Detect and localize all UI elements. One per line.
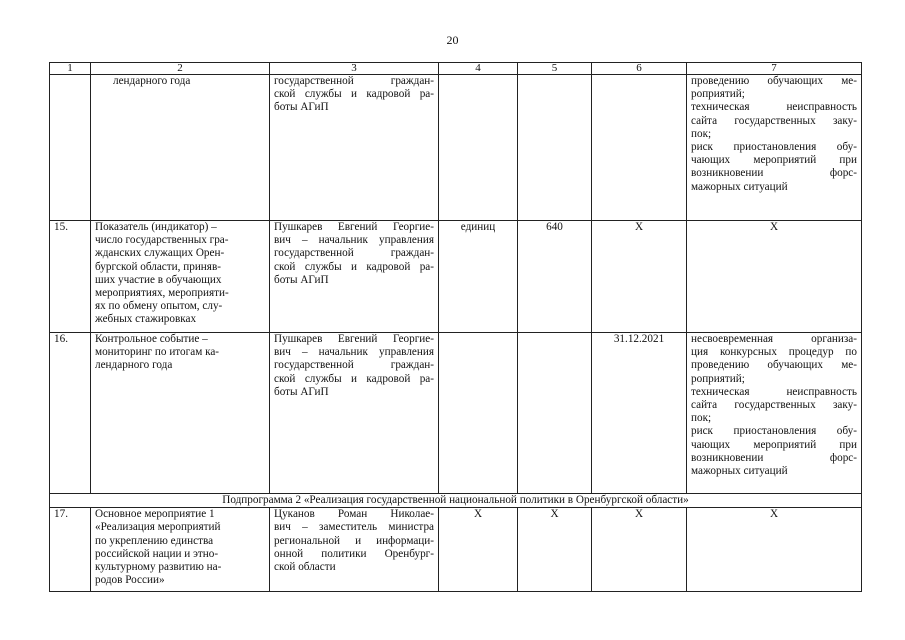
text-line: риск приостановления обу- [691,141,857,154]
text-line: несвоевременная организа- [691,333,857,345]
text-line: ской службы и кадровой ра- [274,372,434,385]
column-number-row [50,63,862,75]
text-line: лендарного года [95,359,173,372]
text-line: боты АГиП [274,385,329,398]
text-line: государственной граждан- [274,247,434,260]
subprogram-row [50,494,862,508]
responsible-cell [270,221,439,333]
text-line: культурному развитию на- [95,561,222,574]
text-line: мажорных ситуаций [691,180,788,193]
table-row [50,508,862,592]
responsible-cell [270,333,439,494]
unit-cell: единиц [439,221,518,333]
text-line: сайта государственных заку- [691,114,857,127]
risks-cell: Х [687,221,862,333]
value-cell [518,333,592,494]
text-line: риск приостановления обу- [691,425,857,438]
risks-cell [687,75,862,221]
text-line: вич – начальник управления [274,346,434,359]
table-row [50,75,862,221]
row-number [50,75,91,221]
text-line: роприятий; [691,372,745,385]
text-line: чающих мероприятий при [691,154,857,167]
text-line: Пушкарев Евгений Георгие- [274,333,434,345]
risks-cell: Х [687,508,862,592]
text-line: ях по обмену опытом, слу- [95,300,223,313]
text-line: государственной граждан- [274,75,434,87]
text-line: бургской области, приняв- [95,260,221,273]
row-number: 15. [50,221,91,333]
unit-cell: Х [439,508,518,592]
text-line: государственной граждан- [274,359,434,372]
date-cell [592,75,687,221]
column-number: 1 [50,63,91,75]
table-row [50,333,862,494]
text-line: боты АГиП [274,101,329,114]
event-name-cell [91,75,270,221]
text-line: возникновении форс- [691,167,857,180]
text-line: ской области [274,561,336,574]
text-line: региональной и информаци- [274,534,434,547]
page-number: 20 [446,33,459,47]
column-number: 2 [91,63,270,75]
text-line: Показатель (индикатор) – [95,221,217,233]
text-line: лендарного года [113,75,191,87]
event-name-cell [91,333,270,494]
date-cell: Х [592,508,687,592]
unit-cell [439,333,518,494]
text-line: число государственных гра- [95,234,229,247]
value-cell [518,75,592,221]
text-line: мониторинг по итогам ка- [95,346,220,359]
table-row [50,221,862,333]
text-line: Основное мероприятие 1 [95,508,215,521]
text-line: мероприятиях, мероприяти- [95,287,229,300]
text-line: вич – заместитель министра [274,521,434,534]
text-line: техническая неисправность [691,101,857,114]
text-line: ской службы и кадровой ра- [274,88,434,101]
subprogram-title: Подпрограмма 2 «Реализация государственной национальной политики в Оренбургской области» [50,494,862,508]
text-line: ших участие в обучающих [95,273,222,286]
text-line: ской службы и кадровой ра- [274,260,434,273]
text-line: пок; [691,127,712,140]
value-cell: 640 [518,221,592,333]
risks-cell [687,333,862,494]
text-line: Контрольное событие – [95,333,208,345]
plan-table [49,62,862,592]
text-line: вич – начальник управления [274,234,434,247]
row-number: 16. [50,333,91,494]
text-line: Цуканов Роман Николае- [274,508,434,521]
text-line: боты АГиП [274,273,329,286]
text-line: возникновении форс- [691,451,857,464]
text-line: проведению обучающих ме- [691,75,857,87]
text-line: техническая неисправность [691,385,857,398]
responsible-cell [270,75,439,221]
text-line: мажорных ситуаций [691,465,788,478]
event-name-cell [91,221,270,333]
text-line: российской нации и этно- [95,547,219,560]
event-name-cell [91,508,270,592]
column-number: 5 [518,63,592,75]
text-line: роприятий; [691,88,745,101]
text-line: проведению обучающих ме- [691,359,857,372]
responsible-cell [270,508,439,592]
text-line: пок; [691,412,712,425]
column-number: 7 [687,63,862,75]
text-line: жебных стажировках [95,313,197,326]
text-line: «Реализация мероприятий [95,521,221,534]
text-line: сайта государственных заку- [691,399,857,412]
column-number: 4 [439,63,518,75]
text-line: родов России» [95,574,165,587]
date-cell: 31.12.2021 [592,333,687,494]
column-number: 3 [270,63,439,75]
text-line: онной политики Оренбург- [274,547,434,560]
text-line: по укреплению единства [95,534,214,547]
text-line: ция конкурсных процедур по [691,346,857,359]
text-line: жданских служащих Орен- [95,247,225,260]
date-cell: Х [592,221,687,333]
value-cell: Х [518,508,592,592]
text-line: Пушкарев Евгений Георгие- [274,221,434,233]
text-line: чающих мероприятий при [691,438,857,451]
row-number: 17. [50,508,91,592]
column-number: 6 [592,63,687,75]
unit-cell [439,75,518,221]
